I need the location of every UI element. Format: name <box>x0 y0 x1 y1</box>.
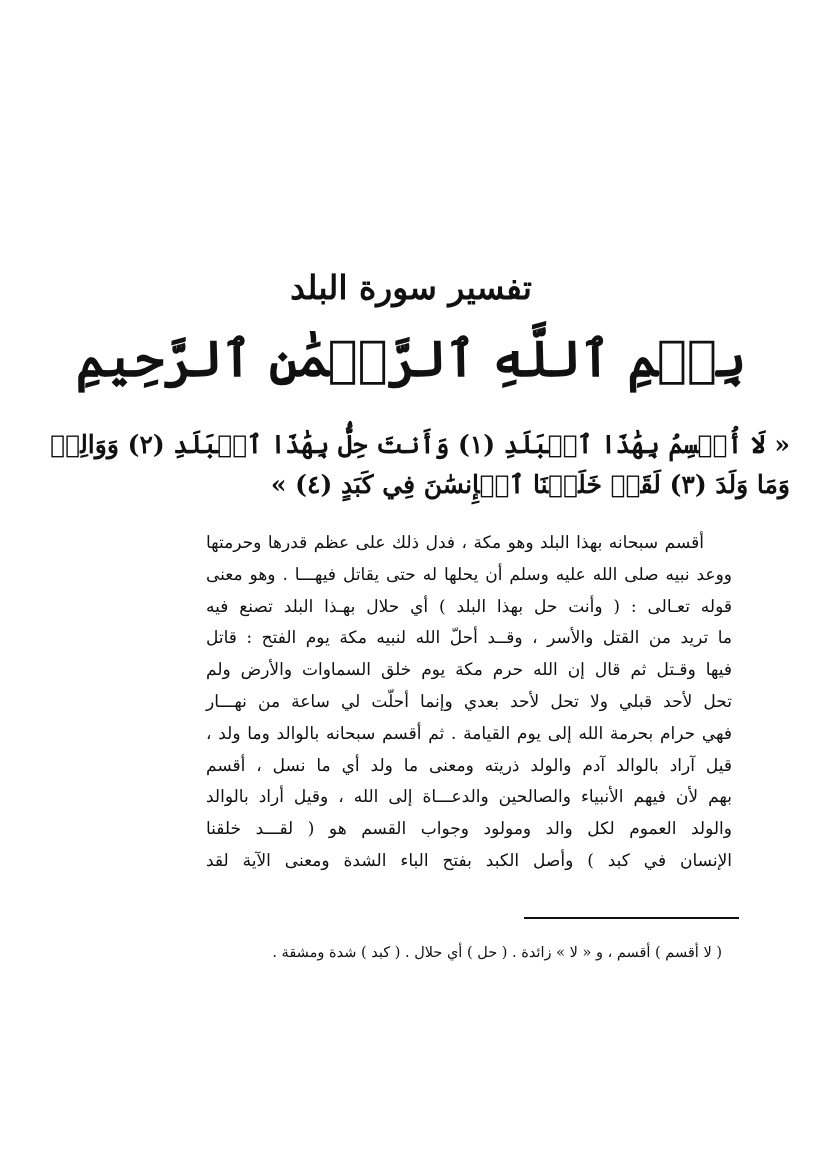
commentary-line: ووعد نبيه صلى الله عليه وسلم أن يحلها له حتى يقاتل فيهـــا . وهو معنى <box>206 564 732 585</box>
commentary-line: أقسم سبحانه بهذا البلد وهو مكة ، فدل ذلك على عظم قدرها وحرمتها <box>206 533 704 553</box>
commentary-line: بهم لأن فيهم الأنبياء والصالحين والدعـــاة إلى الله ، وقيل أراد بالوالد <box>206 787 732 808</box>
commentary-line: فيها وقـتل ثم قال إن الله حرم مكة يوم خلق السماوات والأرض ولم <box>206 660 732 681</box>
verse-line: « لَا أُقۡسِمُ بِهَٰذَا ٱلۡبَلَدِ (١) وَأَنتَ حِلُّۢ بِهَٰذَا ٱلۡبَلَدِ (٢) وَوَالِدٖ <box>50 430 790 459</box>
commentary-line: قيل آراد بالوالد آدم والولد ذريته ومعنى ما ولد أي ما نسل ، أقسم <box>206 755 732 776</box>
verse-line: وَمَا وَلَدَ (٣) لَقَدۡ خَلَقۡنَا ٱلۡإِنسَٰنَ فِي كَبَدٍ (٤) » <box>270 470 790 499</box>
commentary-line: الإنسان في كبد ) وأصل الكبد بفتح الباء الشدة ومعنى الآية لقد <box>206 850 732 871</box>
footnote: ( لا أقسم ) أقسم ، و « لا » زائدة . ( حل ) أي حلال . ( كبد ) شدة ومشقة . <box>272 945 722 961</box>
commentary-line: فهي حرام بحرمة الله إلى يوم القيامة . ثم أقسم سبحانه بالوالد وما ولد ، <box>206 723 732 744</box>
commentary-line: تحل لأحد قبلي ولا تحل لأحد بعدي وإنما أحلّت لي ساعة من نهـــار <box>206 691 732 712</box>
commentary-line: قوله تعـالى : ( وأنت حل بهذا البلد ) أي حلال بهـذا البلد تصنع فيه <box>206 596 732 617</box>
surah-title: تفسير سورة البلد <box>290 268 532 307</box>
basmala-calligraphy: بِسۡمِ ٱللَّهِ ٱلرَّحۡمَٰنِ ٱلرَّحِيمِ <box>75 329 747 388</box>
commentary-line: والولد العموم لكل والد ومولود وجواب القسم هو ( لقـــد خلقنا <box>206 819 732 840</box>
footnote-divider <box>524 917 739 919</box>
commentary-line: ما تريد من القتل والأسر ، وقــد أحلّ الله لنبيه مكة يوم الفتح : قاتل <box>206 628 732 649</box>
tafsir-commentary <box>206 528 732 878</box>
quran-verses <box>50 425 790 505</box>
